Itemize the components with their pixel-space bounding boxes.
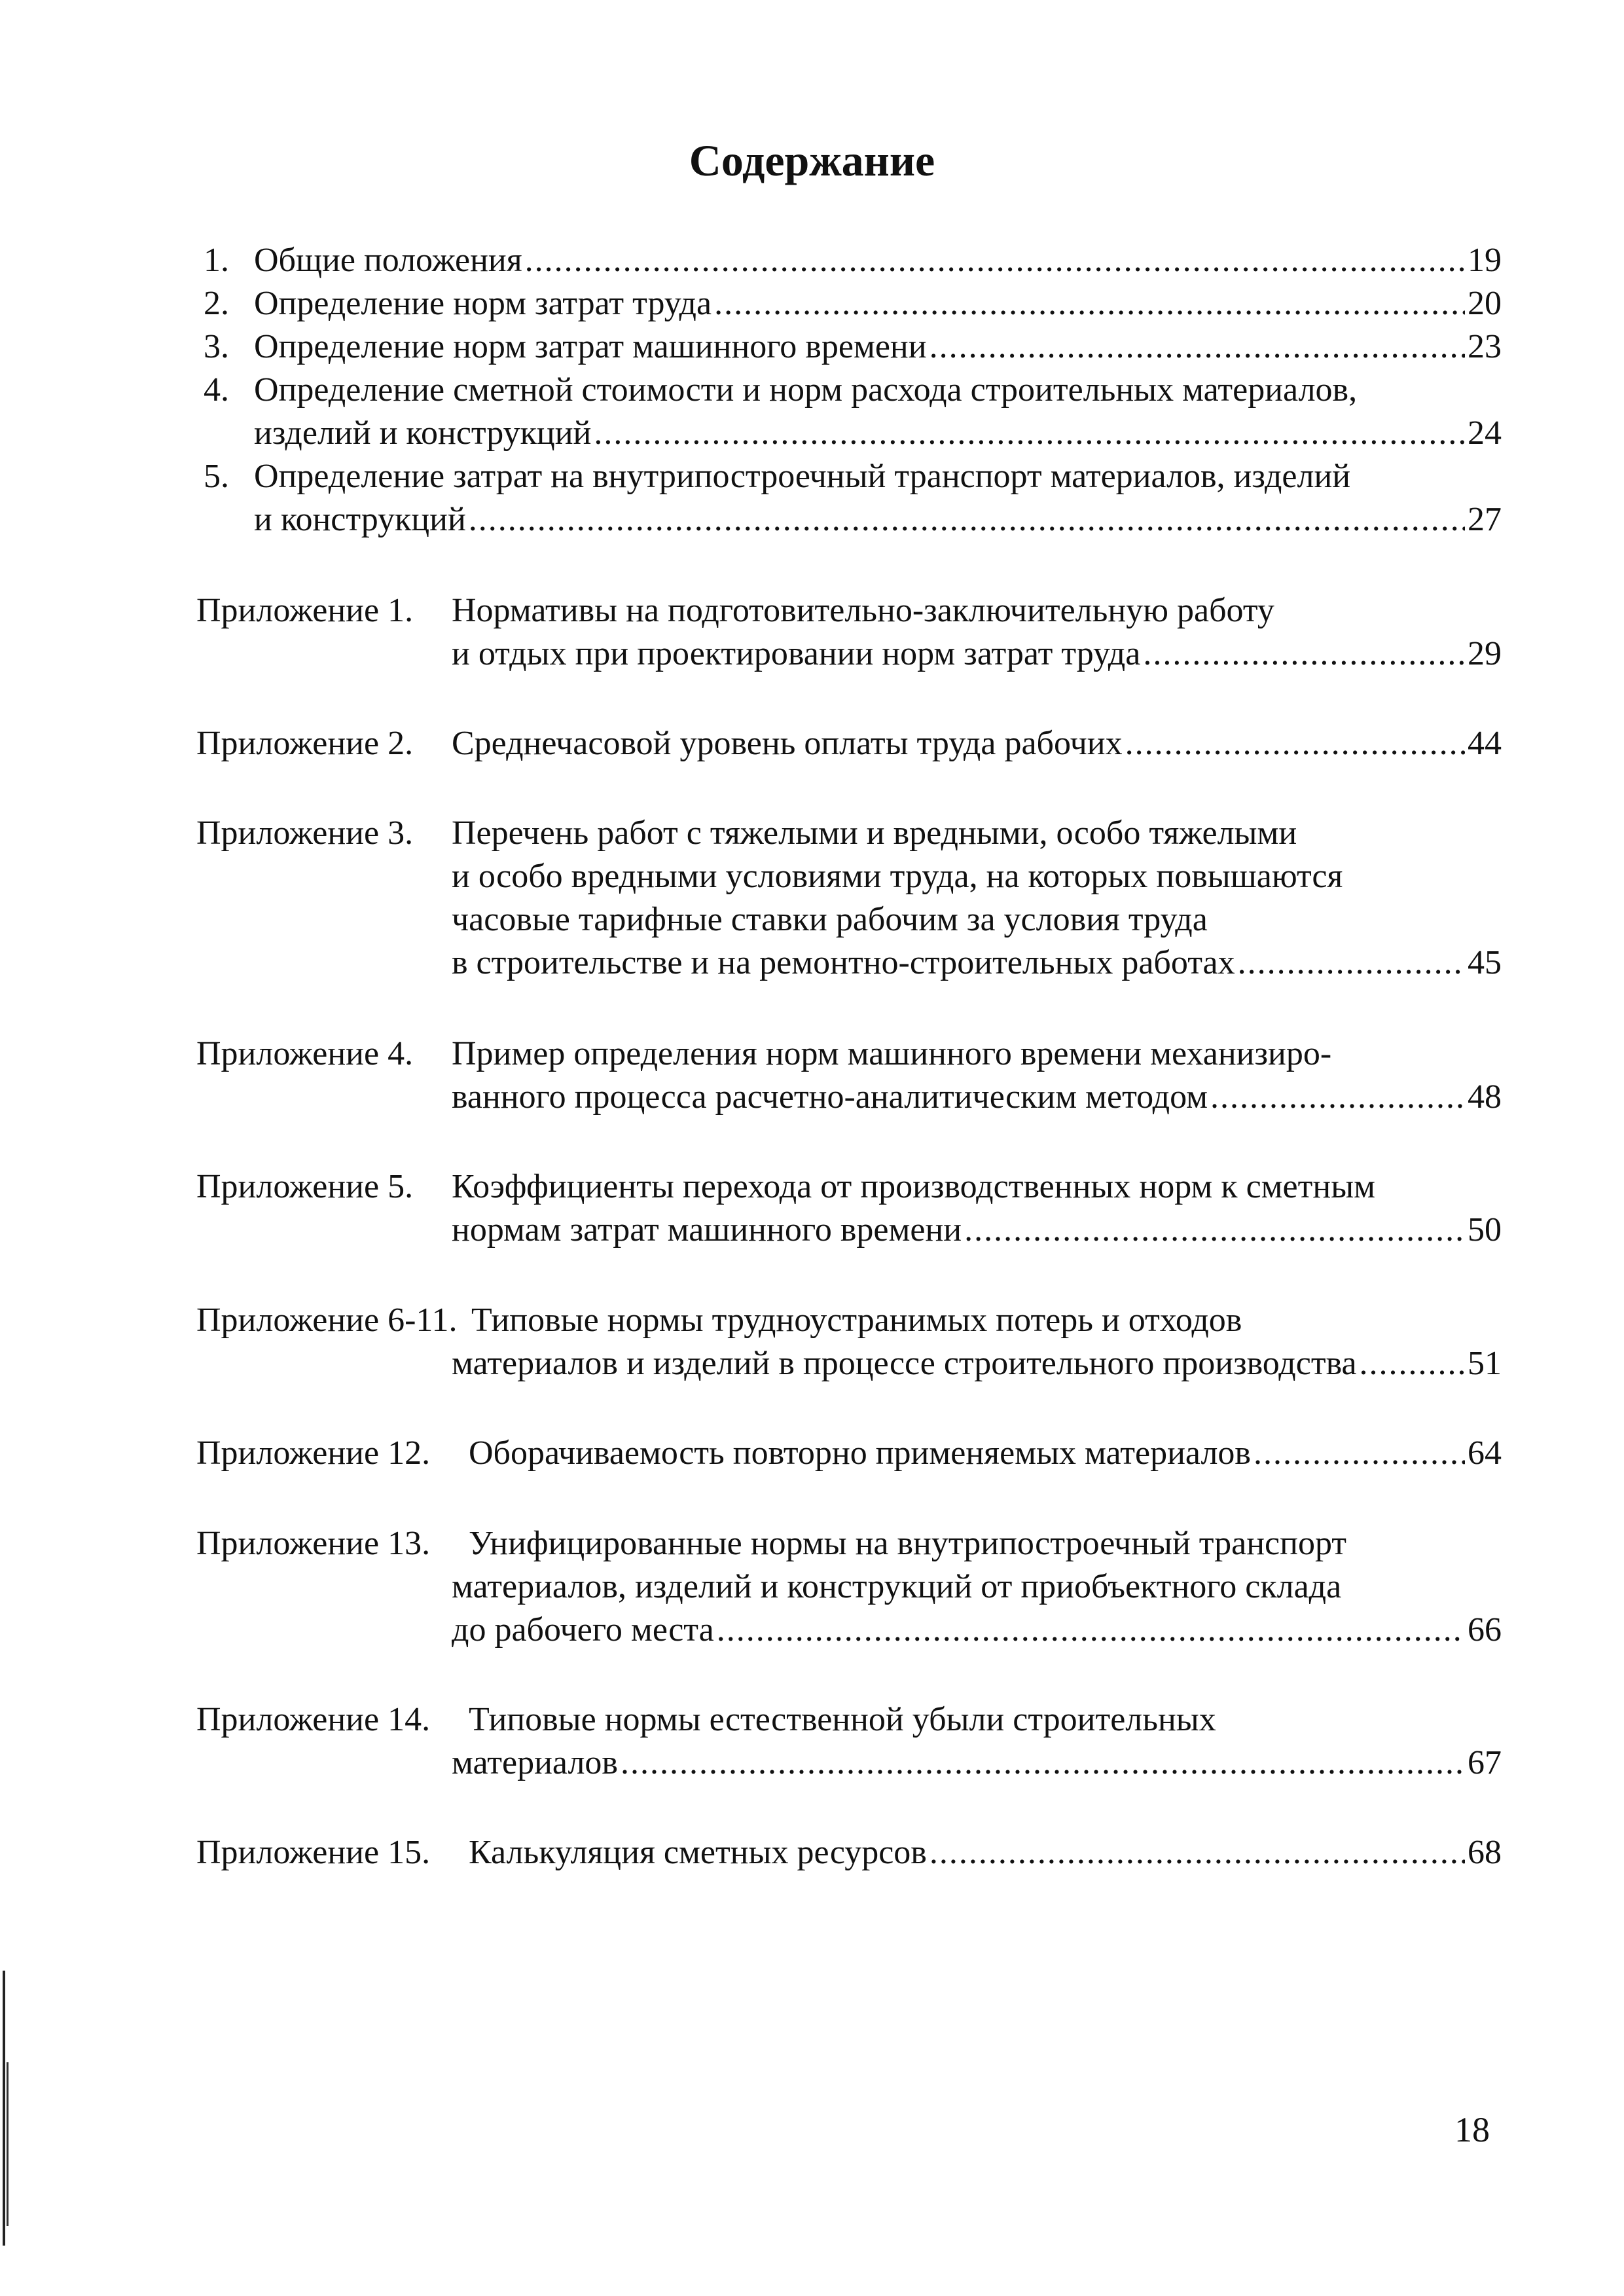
- toc-page-number: 68: [1468, 1834, 1502, 1871]
- toc-page-number: 27: [1468, 501, 1502, 538]
- toc-entry-continued: [452, 1032, 1502, 1076]
- toc-entry[interactable]: [254, 282, 1502, 325]
- toc-entry[interactable]: [452, 1741, 1502, 1785]
- toc-entry-text: материалов, изделий и конструкций от приобъектного склада: [452, 1568, 1342, 1605]
- toc-entry-text: часовые тарифные ставки рабочим за условия труда: [452, 901, 1208, 938]
- section-number: 5.: [204, 458, 229, 495]
- toc-page-number: 48: [1468, 1078, 1502, 1116]
- appendix-label: Приложение 13.: [196, 1525, 431, 1562]
- dot-leader: [717, 1609, 1465, 1652]
- toc-entry-text: Пример определения норм машинного времени механизиро-: [452, 1035, 1332, 1072]
- toc-entry-text: изделий и конструкций: [254, 414, 592, 452]
- toc-entry-continued: [452, 812, 1502, 855]
- appendix-label: Приложение 15.: [196, 1834, 431, 1871]
- toc-page-number: 44: [1468, 725, 1502, 762]
- toc-page-number: 45: [1468, 944, 1502, 981]
- toc-entry-continued: [452, 1565, 1502, 1609]
- toc-entry-text: Коэффициенты перехода от производственных норм к сметным: [452, 1168, 1376, 1205]
- toc-entry[interactable]: [254, 239, 1502, 282]
- toc-entry[interactable]: [254, 498, 1502, 541]
- toc-entry[interactable]: [254, 325, 1502, 369]
- dot-leader: [621, 1741, 1465, 1785]
- toc-entry[interactable]: [452, 1609, 1502, 1652]
- toc-entry-text: Определение сметной стоимости и норм расхода строительных материалов,: [254, 371, 1358, 409]
- appendix-label: Приложение 4.: [196, 1035, 414, 1072]
- section-number: 2.: [204, 285, 229, 322]
- page-title: Содержание: [689, 136, 935, 185]
- toc-page-number: 64: [1468, 1434, 1502, 1472]
- toc-entry-text: Определение затрат на внутрипостроечный транспорт материалов, изделий: [254, 458, 1351, 495]
- toc-entry-text: Нормативы на подготовительно-заключительную работу: [452, 592, 1274, 629]
- appendix-label: Приложение 2.: [196, 725, 414, 762]
- dot-leader: [594, 412, 1465, 455]
- toc-entry-text: в строительстве и на ремонтно-строительных работах: [452, 944, 1235, 981]
- scan-binding-edge: [7, 2062, 9, 2226]
- toc-page-number: 23: [1468, 328, 1502, 365]
- toc-entry[interactable]: [452, 1209, 1502, 1252]
- toc-entry-text: Определение норм затрат машинного времени: [254, 328, 927, 365]
- page-number: 18: [1454, 2110, 1490, 2149]
- section-number: 3.: [204, 328, 229, 365]
- toc-entry-text: Унифицированные нормы на внутрипостроечный транспорт: [469, 1525, 1347, 1562]
- toc-entry[interactable]: [452, 632, 1502, 676]
- toc-entry-continued: [452, 898, 1502, 941]
- section-number: 1.: [204, 242, 229, 279]
- dot-leader: [1143, 632, 1465, 676]
- dot-leader: [929, 325, 1465, 369]
- toc-entry[interactable]: [254, 412, 1502, 455]
- toc-page-number: 20: [1468, 285, 1502, 322]
- dot-leader: [929, 1831, 1465, 1874]
- toc-entry-text: до рабочего места: [452, 1611, 714, 1649]
- dot-leader: [469, 498, 1465, 541]
- toc-page-number: 29: [1468, 635, 1502, 672]
- toc-entry-text: Общие положения: [254, 242, 522, 279]
- toc-page-number: 19: [1468, 242, 1502, 279]
- toc-entry-continued: [254, 455, 1502, 498]
- toc-entry-text: Определение норм затрат труда: [254, 285, 712, 322]
- dot-leader: [714, 282, 1465, 325]
- dot-leader: [964, 1209, 1465, 1252]
- appendix-label: Приложение 12.: [196, 1434, 431, 1472]
- toc-entry[interactable]: [452, 1342, 1502, 1385]
- dot-leader: [1210, 1076, 1465, 1119]
- toc-entry[interactable]: [452, 941, 1502, 985]
- appendix-label: Приложение 5.: [196, 1168, 414, 1205]
- toc-entry-text: Оборачиваемость повторно применяемых материалов: [469, 1434, 1251, 1472]
- toc-page-number: 66: [1468, 1611, 1502, 1649]
- toc-entry-text: ванного процесса расчетно-аналитическим методом: [452, 1078, 1208, 1116]
- dot-leader: [525, 239, 1465, 282]
- appendix-label: Приложение 14.: [196, 1701, 431, 1738]
- dot-leader: [1125, 722, 1465, 765]
- toc-entry-continued: [254, 369, 1502, 412]
- toc-entry[interactable]: [469, 1432, 1502, 1475]
- appendix-label: Приложение 6-11.: [196, 1302, 458, 1339]
- toc-entry-text: Перечень работ с тяжелыми и вредными, особо тяжелыми: [452, 814, 1297, 852]
- toc-page-number: 67: [1468, 1744, 1502, 1781]
- toc-entry-continued: [452, 589, 1502, 632]
- toc-entry[interactable]: [452, 1076, 1502, 1119]
- dot-leader: [1254, 1432, 1465, 1475]
- scan-binding-edge: [3, 1971, 5, 2246]
- appendix-label: Приложение 1.: [196, 592, 414, 629]
- toc-entry-continued: [452, 855, 1502, 898]
- toc-entry-text: нормам затрат машинного времени: [452, 1211, 962, 1248]
- toc-entry-text: Типовые нормы трудноустранимых потерь и отходов: [471, 1302, 1242, 1339]
- toc-entry-text: и конструкций: [254, 501, 466, 538]
- toc-entry-continued: [471, 1299, 1502, 1342]
- dot-leader: [1360, 1342, 1465, 1385]
- toc-page-number: 51: [1468, 1345, 1502, 1382]
- toc-entry-continued: [469, 1698, 1502, 1741]
- toc-entry-text: материалов: [452, 1744, 618, 1781]
- toc-entry-continued: [469, 1522, 1502, 1565]
- toc-entry-text: Типовые нормы естественной убыли строительных: [469, 1701, 1216, 1738]
- toc-entry-text: и особо вредными условиями труда, на которых повышаются: [452, 858, 1343, 895]
- section-number: 4.: [204, 371, 229, 409]
- toc-entry-text: Среднечасовой уровень оплаты труда рабочих: [452, 725, 1123, 762]
- appendix-label: Приложение 3.: [196, 814, 414, 852]
- toc-entry[interactable]: [452, 722, 1502, 765]
- toc-entry-text: материалов и изделий в процессе строительного производства: [452, 1345, 1357, 1382]
- toc-entry-text: и отдых при проектировании норм затрат труда: [452, 635, 1141, 672]
- toc-entry[interactable]: [469, 1831, 1502, 1874]
- dot-leader: [1238, 941, 1465, 985]
- toc-entry-text: Калькуляция сметных ресурсов: [469, 1834, 927, 1871]
- toc-page-number: 24: [1468, 414, 1502, 452]
- toc-entry-continued: [452, 1165, 1502, 1209]
- toc-page-number: 50: [1468, 1211, 1502, 1248]
